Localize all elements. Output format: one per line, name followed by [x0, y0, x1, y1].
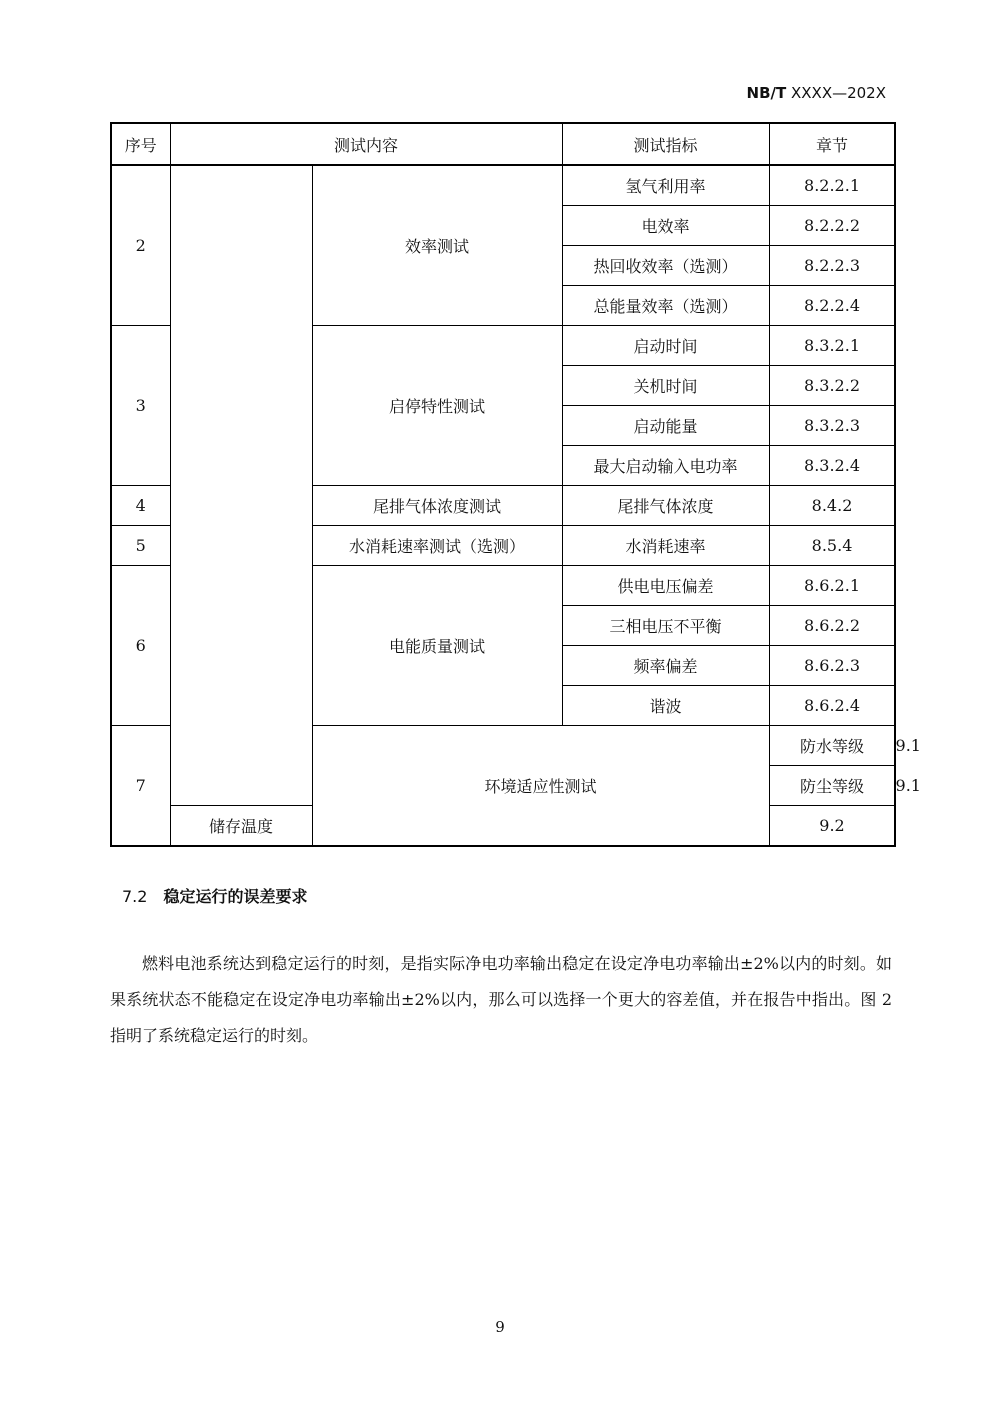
section-ref: 8.2.2.3 — [769, 246, 895, 286]
indicator-name: 频率偏差 — [562, 646, 769, 686]
indicator-name: 启动时间 — [562, 326, 769, 366]
test-content: 启停特性测试 — [312, 326, 562, 486]
indicator-name: 启动能量 — [562, 406, 769, 446]
section-title: 稳定运行的误差要求 — [163, 887, 308, 906]
page-number: 9 — [495, 1318, 505, 1336]
header-content: 测试内容 — [170, 123, 562, 165]
indicator-name: 总能量效率（选测） — [562, 286, 769, 326]
section-ref: 8.6.2.2 — [769, 606, 895, 646]
table-row: 防尘等级 9.1 — [111, 766, 895, 806]
section-ref: 8.3.2.2 — [769, 366, 895, 406]
section-number: 7.2 — [122, 887, 148, 906]
indicator-name: 关机时间 — [562, 366, 769, 406]
section-ref: 8.5.4 — [769, 526, 895, 566]
section-ref: 8.6.2.3 — [769, 646, 895, 686]
body-paragraph: 燃料电池系统达到稳定运行的时刻，是指实际净电功率输出稳定在设定净电功率输出±2%以内的时刻。如果系统状态不能稳定在设定净电功率输出±2%以内，那么可以选择一个更大的容差值，并在报告中指出。图 2 指明了系统稳定运行的时刻。 — [110, 954, 892, 1045]
section-ref: 8.3.2.4 — [769, 446, 895, 486]
test-content: 效率测试 — [312, 165, 562, 326]
section-heading — [122, 884, 307, 907]
row-number: 3 — [111, 326, 170, 486]
table-row: 7 环境适应性测试 防水等级 9.1 — [111, 726, 895, 766]
indicator-name: 热回收效率（选测） — [562, 246, 769, 286]
section-ref: 8.2.2.1 — [769, 165, 895, 206]
test-content: 环境适应性测试 — [312, 726, 769, 847]
indicator-name: 防水等级 — [769, 726, 895, 766]
indicator-name: 尾排气体浓度 — [562, 486, 769, 526]
section-ref: 8.2.2.4 — [769, 286, 895, 326]
indicator-name: 最大启动输入电功率 — [562, 446, 769, 486]
indicator-name: 防尘等级 — [769, 766, 895, 806]
header-indicator: 测试指标 — [562, 123, 769, 165]
document-code-prefix: NB/T — [746, 84, 787, 102]
document-code-number: XXXX—202X — [786, 84, 886, 102]
indicator-name: 电效率 — [562, 206, 769, 246]
row-number: 2 — [111, 165, 170, 326]
section-ref: 8.3.2.1 — [769, 326, 895, 366]
section-ref: 8.6.2.1 — [769, 566, 895, 606]
row-number: 4 — [111, 486, 170, 526]
merged-category-cell — [170, 165, 312, 806]
test-items-table — [110, 122, 921, 847]
header-no: 序号 — [111, 123, 170, 165]
indicator-name: 供电电压偏差 — [562, 566, 769, 606]
section-ref: 8.3.2.3 — [769, 406, 895, 446]
table-header-row — [111, 123, 895, 165]
test-content: 尾排气体浓度测试 — [312, 486, 562, 526]
test-content: 水消耗速率测试（选测） — [312, 526, 562, 566]
section-ref: 8.4.2 — [769, 486, 895, 526]
test-content: 电能质量测试 — [312, 566, 562, 726]
row-number: 6 — [111, 566, 170, 726]
row-number: 7 — [111, 726, 170, 847]
table-row — [111, 165, 895, 206]
indicator-name: 三相电压不平衡 — [562, 606, 769, 646]
indicator-name: 谐波 — [562, 686, 769, 726]
indicator-name: 储存温度 — [170, 806, 312, 847]
indicator-name: 水消耗速率 — [562, 526, 769, 566]
indicator-name: 氢气利用率 — [562, 165, 769, 206]
header-section: 章节 — [769, 123, 895, 165]
document-code — [747, 84, 886, 102]
section-ref: 8.2.2.2 — [769, 206, 895, 246]
section-ref: 9.2 — [769, 806, 895, 847]
row-number: 5 — [111, 526, 170, 566]
section-ref: 8.6.2.4 — [769, 686, 895, 726]
